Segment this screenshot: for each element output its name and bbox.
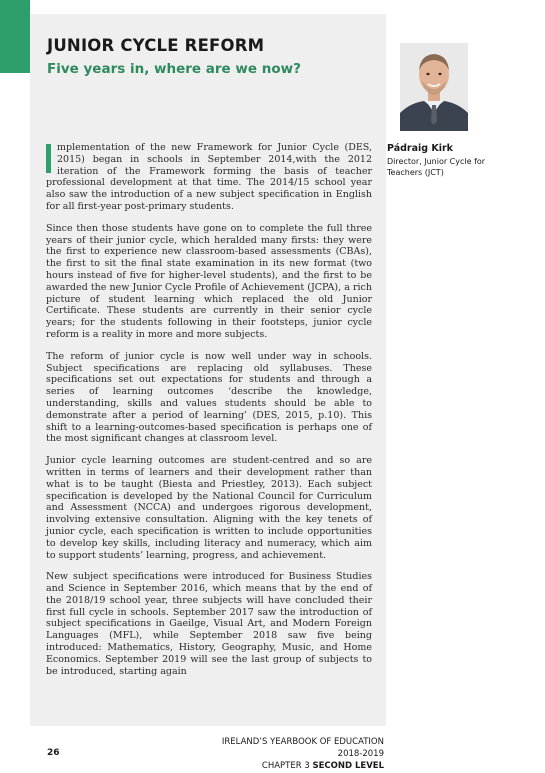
- paragraph: New subject specifications were introduced for Business Studies and Science in September 2016, which means that by the end of the 2018/19 school year, three subjects will have concluded their first full cycle in schools. September 2017 saw the introduction of subject specifications in Gaeilge, Visual Art, and Modern Foreign Languages (MFL), while September 2018 saw five being introduced: Mathematics, History, Geography, Music, and Home Economics. September 2019 will see the last group of subjects to be introduced, starting again: [46, 571, 372, 677]
- author-name: Pádraig Kirk: [387, 143, 453, 154]
- author-photo: [400, 43, 468, 131]
- author-role: Director, Junior Cycle for Teachers (JCT): [387, 157, 486, 177]
- paragraph-text: mplementation of the new Framework for Junior Cycle (DES, 2015) began in schools in September 2014,with the 2012 iteration of the Framework forming the basis of teacher professional development at that time. The 2014/15 school year also saw the introduction of a new subject specification in English for all first-year post-primary students.: [46, 142, 372, 212]
- article-title: JUNIOR CYCLE REFORM: [47, 36, 265, 55]
- article-body: [46, 142, 372, 687]
- paragraph: Junior cycle learning outcomes are student-centred and so are written in terms of learners and their development rather than what is to be taught (Biesta and Priestley, 2013). Each subject specification is developed by the National Council for Curriculum and Assessment (NCCA) and undergoes rigorous development, involving extensive consultation. Aligning with the key tenets of junior cycle, each specification is written to include opportunities to develop key skills, including literacy and numeracy, which aim to support students’ learning, progress, and achievement.: [46, 455, 372, 561]
- page-number: 26: [47, 748, 60, 758]
- publication-title: IRELAND’S YEARBOOK OF EDUCATION 2018-2019: [221, 737, 384, 759]
- running-footer: [200, 736, 384, 772]
- drop-cap-mark: [46, 144, 51, 173]
- chapter-line: [200, 760, 384, 772]
- section-color-tab: [0, 0, 30, 73]
- paragraph: The reform of junior cycle is now well under way in schools. Subject specifications are replacing old syllabuses. These specifications set out expectations for students and through a series of learning outcomes ‘describe the knowledge, understanding, skills and values students should be able to demonstrate after a period of learning’ (DES, 2015, p.10). This shift to a learning-outcomes-based specification is perhaps one of the most significant changes at classroom level.: [46, 350, 372, 445]
- chapter-name: SECOND LEVEL: [312, 761, 384, 771]
- paragraph: [46, 142, 372, 213]
- chapter-prefix: CHAPTER 3: [261, 761, 310, 771]
- article-subtitle: Five years in, where are we now?: [47, 61, 301, 77]
- paragraph: Since then those students have gone on to complete the full three years of their junior cycle, which heralded many firsts: they were the first to experience new classroom-based assessments (CBAs), the first to sit the final state examination in its new format (two hours instead of five for higher-level students), and the first to be awarded the new Junior Cycle Profile of Achievement (JCPA), a rich picture of student learning which replaced the old Junior Certificate. These students are currently in their senior cycle years; for the students following in their footsteps, junior cycle reform is a reality in more and more subjects.: [46, 222, 372, 340]
